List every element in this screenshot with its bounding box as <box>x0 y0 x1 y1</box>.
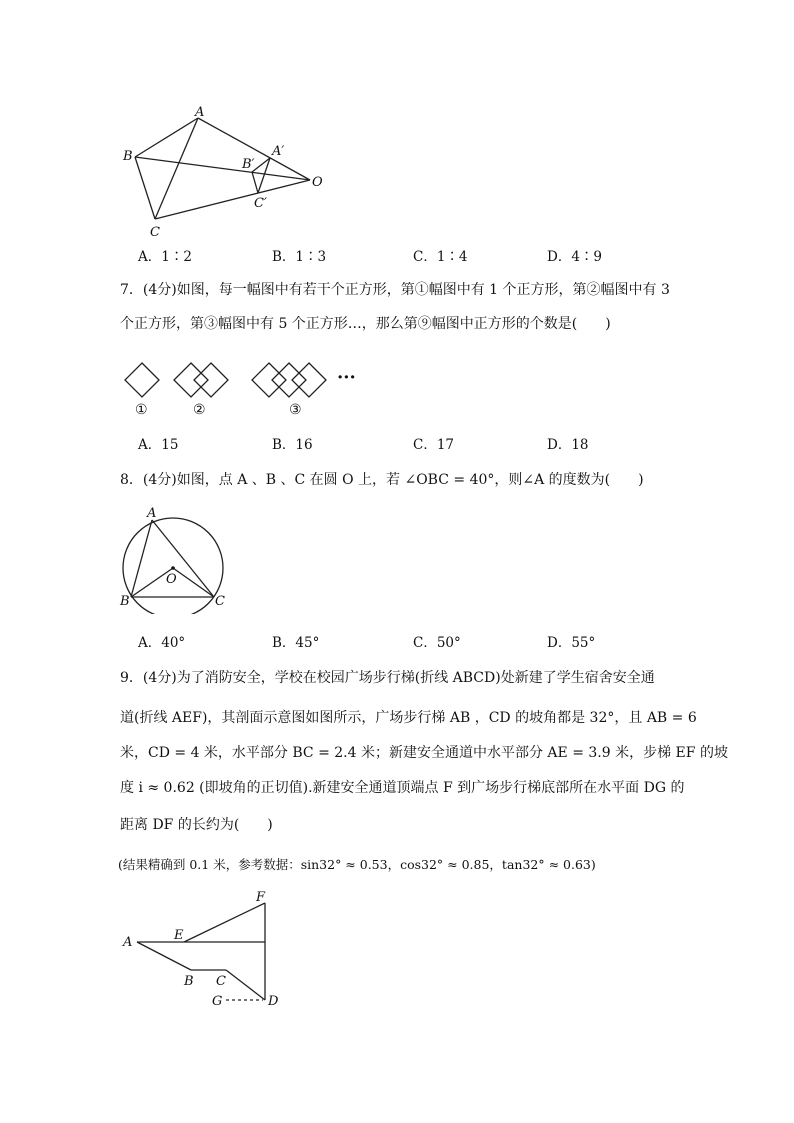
q9-label-G: G <box>212 994 223 1009</box>
q6-label-B: B <box>123 149 133 164</box>
q7-text-line1: 7．(4分)如图，每一幅图中有若干个正方形，第①幅图中有 1 个正方形，第②幅图中有 3 <box>120 282 670 298</box>
q7-option-a[interactable]: A．15 <box>138 437 179 453</box>
q6-option-a[interactable]: A．1∶2 <box>138 249 192 265</box>
q9-note: (结果精确到 0.1 米，参考数据：sin32° ≈ 0.53，cos32° ≈ 0.85，tan32° ≈ 0.63) <box>118 857 596 872</box>
q7-fig2-square-2 <box>194 363 228 397</box>
q9-line-CD <box>226 970 265 1000</box>
q8-option-d[interactable]: D．55° <box>547 635 596 651</box>
q8-label-O: O <box>166 572 177 587</box>
q9-label-B: B <box>184 974 194 989</box>
q8-option-a[interactable]: A．40° <box>138 635 186 651</box>
q7-fig2-square-1 <box>174 363 208 397</box>
q9-label-E: E <box>174 928 184 943</box>
q8-label-C: C <box>215 594 225 609</box>
q7-label-1: ① <box>135 402 148 418</box>
q7-option-b[interactable]: B．16 <box>272 437 313 453</box>
q7-fig3-square-1 <box>252 363 286 397</box>
q8-text-line1: 8．(4分)如图，点 A 、B 、C 在圆 O 上，若 ∠OBC = 40°，则∠A 的度数为( ) <box>120 472 644 488</box>
q7-text-line2: 个正方形，第③幅图中有 5 个正方形…，那么第⑨幅图中正方形的个数是( ) <box>120 316 611 332</box>
q8-label-A: A <box>147 506 157 521</box>
q8-center-dot <box>171 566 175 570</box>
q7-label-3: ③ <box>289 402 302 418</box>
q9-text-line4: 度 i ≈ 0.62 (即坡角的正切值).新建安全通道顶端点 F 到广场步行梯底部所在水平面 DG 的 <box>120 780 685 796</box>
q7-fig3-square-3 <box>292 363 326 397</box>
q7-option-d[interactable]: D．18 <box>547 437 589 453</box>
q6-label-A: A <box>195 105 205 120</box>
q6-line-BO <box>135 157 310 180</box>
q9-figure <box>118 885 288 1010</box>
q6-line-BA <box>135 118 198 157</box>
q7-fig3-square-2 <box>272 363 306 397</box>
q6-label-C: C <box>150 225 160 240</box>
q8-chord-AC <box>152 520 214 597</box>
q6-line-AC <box>155 118 198 219</box>
q9-text-line2: 道(折线 AEF)，其剖面示意图如图所示，广场步行梯 AB ，CD 的坡角都是 32°，且 AB = 6 <box>120 710 697 726</box>
q9-label-D: D <box>268 994 279 1009</box>
q7-fig1-square <box>125 363 159 397</box>
q7-label-2: ② <box>193 402 206 418</box>
q9-text-line1: 9．(4分)为了消防安全，学校在校园广场步行梯(折线 ABCD)处新建了学生宿舍安全通 <box>120 670 655 686</box>
q6-line-B1C1 <box>252 172 258 193</box>
q6-option-b[interactable]: B．1∶3 <box>272 249 327 265</box>
q7-figure <box>115 355 375 420</box>
q9-label-C: C <box>216 974 226 989</box>
q9-line-EF <box>184 903 265 942</box>
q6-option-c[interactable]: C．1∶4 <box>413 249 468 265</box>
q6-label-A1: A′ <box>272 144 285 159</box>
q6-line-BC <box>135 157 155 219</box>
q9-label-A: A <box>123 935 133 950</box>
q6-line-CO <box>155 180 310 219</box>
q6-label-O: O <box>312 175 323 190</box>
q9-line-AB <box>137 942 191 970</box>
q9-text-line5: 距离 DF 的长约为( ) <box>120 817 273 833</box>
q6-option-d[interactable]: D．4∶9 <box>547 249 603 265</box>
q9-label-F: F <box>256 890 266 905</box>
q6-figure <box>110 100 340 245</box>
q8-option-c[interactable]: C．50° <box>413 635 461 651</box>
q8-option-b[interactable]: B．45° <box>272 635 320 651</box>
q8-label-B: B <box>120 594 130 609</box>
q8-circle <box>123 518 223 614</box>
q9-text-line3: 米，CD = 4 米，水平部分 BC = 2.4 米；新建安全通道中水平部分 AE = 3.9 米，步梯 EF 的坡 <box>120 745 728 761</box>
q8-figure <box>115 502 235 614</box>
q7-option-c[interactable]: C．17 <box>413 437 455 453</box>
q6-label-B1: B′ <box>242 157 255 172</box>
q6-label-C1: C′ <box>254 196 267 211</box>
q7-ellipsis: ··· <box>337 367 356 388</box>
